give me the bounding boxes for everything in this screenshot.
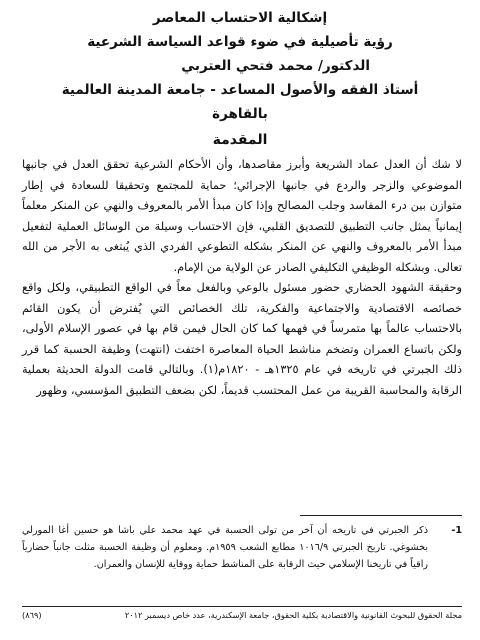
body-text <box>22 155 462 401</box>
title-block <box>40 6 440 126</box>
paragraph-2: وحقيقة الشهود الحضاري حضور مسئول بالوعي وبالفعل معاً في الواقع التطبيقي، ولكل واقع خصائصه الاقتصادية والاجتماعية والفكرية، تلك الخصائص التي يُفترض أن يكون القائم بالاحتساب عالماً بها متمرساً في فهمها كما كان الحال فيمن قام بها في عصور الإسلام الأولى، ولكن باتساع العمران وتضخم مناشط الحياة المعاصرة اختفت (انتهت) وظيفة الحسبة كما قرر ذلك الجبرتي في تاريخه في عام ١٣٢٥هـ - ١٨٢٠م(١). وبالتالي قامت الدولة الحديثة بعملية الرقابة والمحاسبة القريبة من عمل المحتسب قديماً، لكن بضعف التطبيق المؤسسي، وظهور <box>22 281 463 397</box>
page-number: (٨٦٩) <box>22 610 42 620</box>
footnote-number: 1- <box>451 525 462 536</box>
paper-title: إشكالية الاحتساب المعاصر <box>152 10 328 26</box>
author-name: الدكتور/ محمد فتحي العتربي <box>181 58 370 74</box>
footnote-text: ذكر الجبرتي في تاريخه أن آخر من تولى الحسبة في عهد محمد علي باشا هو حسين أغا المورلي بخشوغي. تاريخ الجبرتي ١٠١٦/٩ مطابع الشعب ١٩٥٩م. ومعلوم أن وظيفة الحسبة مثلت جانباً حضارياً راقياً في تاريخنا الإسلامي حيث الرقابة على المناشط حماية ووقاية للإنسان والعمران. <box>22 525 428 570</box>
paragraph-1: لا شك أن العدل عماد الشريعة وأبرز مقاصدها، وأن الأحكام الشرعية تحقق العدل في جانبها الموضوعي والزجر والردع في جانبها الإجرائي؛ حماية للمجتمع وتحقيقا للسعادة في إطار متوازن بين درء المفاسد وجلب المصالح وإذا كان مبدأ الأمر بالمعروف والنهي عن المنكر معلماً إيمانياً يمثل جانب التطبيق للتصديق القلبي، فإن الاحتساب وسيلة من الوسائل العملية لتفعيل مبدأ الأمر بالمعروف والنهي عن المنكر بشكله التطوعي الفردي الذي يُبتغى به الأجر من الله تعالى. وبشكله الوظيفي التكليفي الصادر عن الولاية من الإمام. <box>22 158 462 274</box>
author-city: بالقاهرة <box>212 106 268 122</box>
footnote <box>22 522 462 573</box>
journal-citation: مجلة الحقوق للبحوث القانونية والاقتصادية بكلية الحقوق، جامعة الإسكندرية، عدد خاص ديسمبر ٢٠١٢ <box>124 610 462 620</box>
author-affiliation: أستاذ الفقه والأصول المساعد - جامعة المدينة العالمية <box>61 82 419 98</box>
paper-subtitle: رؤية تأصيلية في ضوء قواعد السياسة الشرعية <box>87 34 393 50</box>
page-footer <box>22 610 462 620</box>
section-heading: المقدمة <box>212 132 268 148</box>
footnote-separator <box>300 515 462 516</box>
footer-separator <box>22 606 462 607</box>
